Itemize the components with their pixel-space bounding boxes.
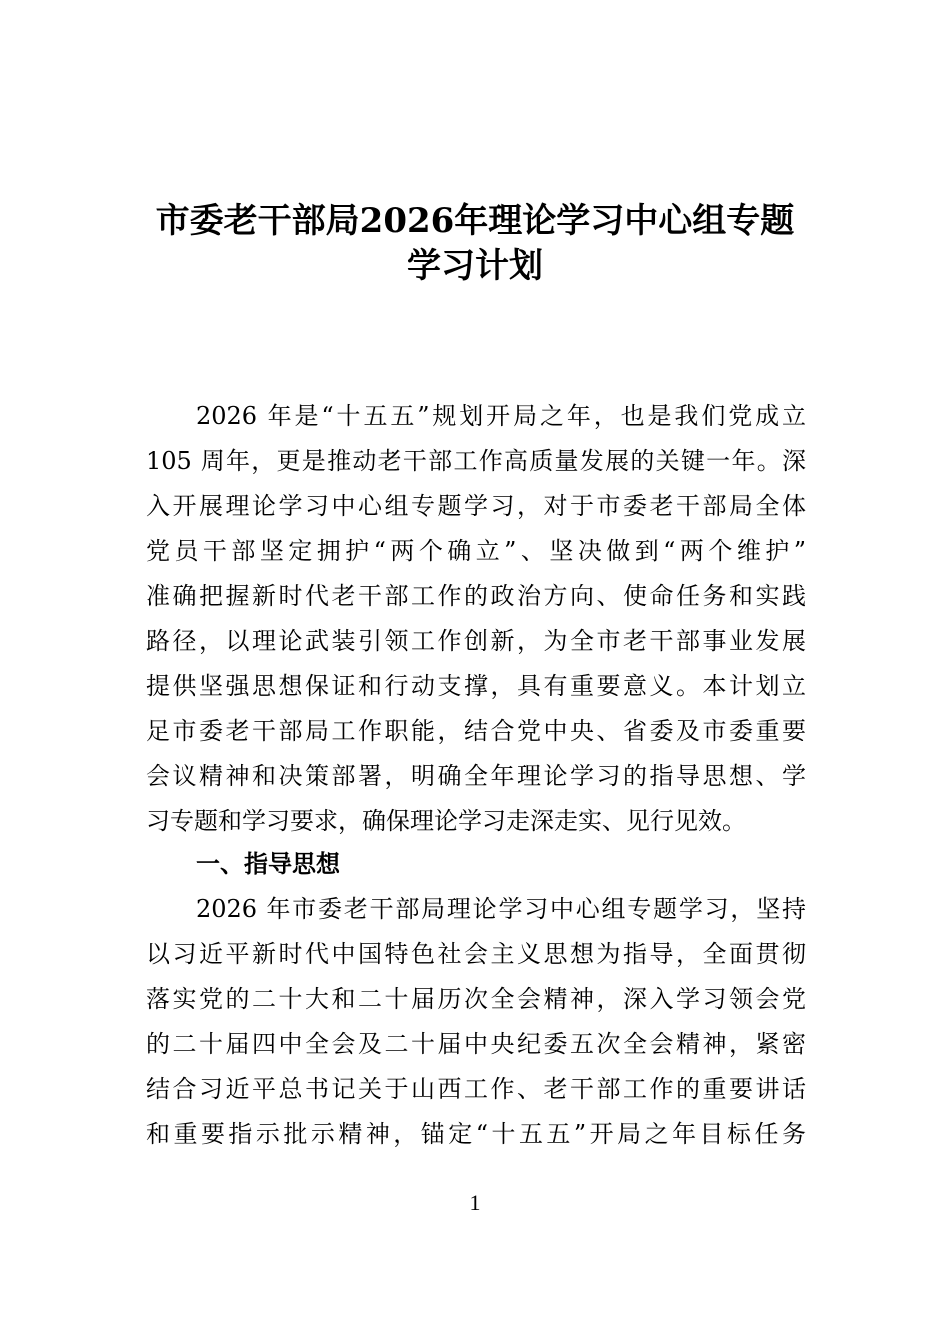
page-number: 1 xyxy=(469,1190,481,1215)
intro-line-9: 会议精神和决策部署，明确全年理论学习的指导思想、学 xyxy=(146,762,806,790)
section1-line-2: 以习近平新时代中国特色社会主义思想为指导，全面贯彻 xyxy=(146,940,806,968)
intro-line-6: 路径，以理论武装引领工作创新，为全市老干部事业发展 xyxy=(146,627,806,655)
intro-line-3: 入开展理论学习中心组专题学习，对于市委老干部局全体 xyxy=(146,492,806,520)
section1-line-3: 落实党的二十大和二十届历次全会精神，深入学习领会党 xyxy=(146,985,806,1013)
intro-line-5: 准确把握新时代老干部工作的政治方向、使命任务和实践 xyxy=(146,582,806,610)
intro-line-7: 提供坚强思想保证和行动支撑，具有重要意义。本计划立 xyxy=(146,672,806,700)
document-title-line-2: 学习计划 xyxy=(407,246,543,286)
intro-line-10: 习专题和学习要求，确保理论学习走深走实、见行见效。 xyxy=(146,807,746,835)
section1-line-6: 和重要指示批示精神，锚定“十五五”开局之年目标任务 xyxy=(146,1120,806,1148)
section1-line-5: 结合习近平总书记关于山西工作、老干部工作的重要讲话 xyxy=(146,1075,806,1103)
document-title-line-1: 市委老干部局2026年理论学习中心组专题 xyxy=(155,201,795,241)
intro-line-2: 105 周年，更是推动老干部工作高质量发展的关键一年。深 xyxy=(146,447,806,475)
intro-line-1: 2026 年是“十五五”规划开局之年，也是我们党成立 xyxy=(196,402,806,430)
section1-line-4: 的二十届四中全会及二十届中央纪委五次全会精神，紧密 xyxy=(146,1030,806,1058)
section1-line-1: 2026 年市委老干部局理论学习中心组专题学习，坚持 xyxy=(196,895,806,923)
section-heading-guiding-ideology: 一、指导思想 xyxy=(196,850,340,878)
intro-line-8: 足市委老干部局工作职能，结合党中央、省委及市委重要 xyxy=(146,717,806,745)
intro-line-4: 党员干部坚定拥护“两个确立”、坚决做到“两个维护” xyxy=(146,537,806,565)
